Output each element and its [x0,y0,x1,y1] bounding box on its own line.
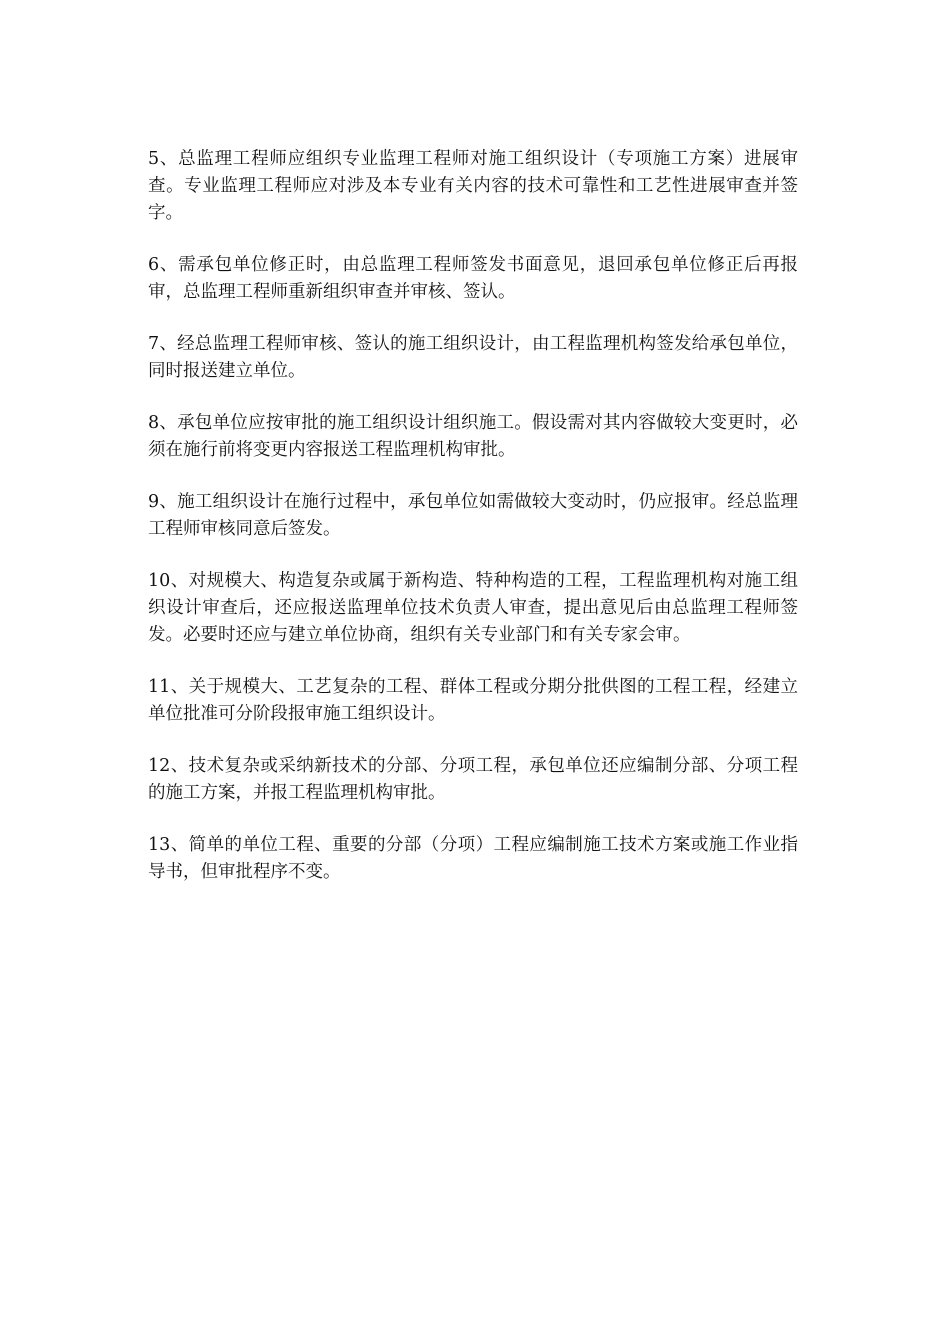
paragraph-item-5: 5、总监理工程师应组织专业监理工程师对施工组织设计（专项施工方案）进展审查。专业监理工程师应对涉及本专业有关内容的技术可靠性和工艺性进展审查并签字。 [148,149,798,223]
paragraph-item-7: 7、经总监理工程师审核、签认的施工组织设计，由工程监理机构签发给承包单位，同时报送建立单位。 [148,334,798,381]
paragraph-item-12: 12、技术复杂或采纳新技术的分部、分项工程，承包单位还应编制分部、分项工程的施工方案，并报工程监理机构审批。 [148,756,798,803]
paragraph-item-8: 8、承包单位应按审批的施工组织设计组织施工。假设需对其内容做较大变更时，必须在施行前将变更内容报送工程监理机构审批。 [148,413,798,460]
paragraph-item-10: 10、对规模大、构造复杂或属于新构造、特种构造的工程，工程监理机构对施工组织设计审查后，还应报送监理单位技术负责人审查，提出意见后由总监理工程师签发。必要时还应与建立单位协商，组织有关专业部门和有关专家会审。 [148,571,798,645]
paragraph-item-6: 6、需承包单位修正时，由总监理工程师签发书面意见，退回承包单位修正后再报审，总监理工程师重新组织审查并审核、签认。 [148,255,798,302]
paragraph-item-11: 11、关于规模大、工艺复杂的工程、群体工程或分期分批供图的工程工程，经建立单位批准可分阶段报审施工组织设计。 [148,677,798,724]
paragraph-item-9: 9、施工组织设计在施行过程中，承包单位如需做较大变动时，仍应报审。经总监理工程师审核同意后签发。 [148,492,798,539]
paragraph-item-13: 13、简单的单位工程、重要的分部（分项）工程应编制施工技术方案或施工作业指导书，但审批程序不变。 [148,835,798,882]
document-body [148,146,798,911]
